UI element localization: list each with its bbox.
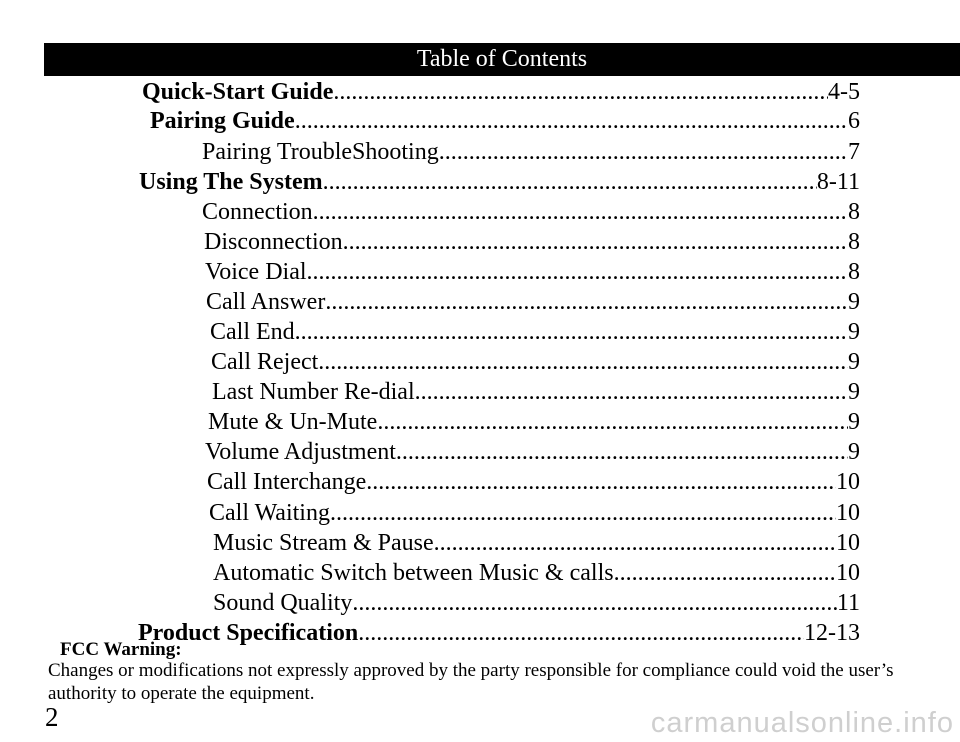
toc-leader-dots [343, 227, 848, 257]
toc-entry-title: Music Stream & Pause [213, 530, 434, 556]
toc-entry-title: Automatic Switch between Music & calls [213, 560, 614, 586]
toc-entry-page: 11 [836, 590, 860, 616]
toc-entry-title: Pairing Guide [150, 108, 295, 134]
toc-header-bar [44, 43, 960, 76]
toc-leader-dots [352, 588, 837, 618]
toc-leader-dots [295, 106, 848, 136]
toc-entry-title: Call Waiting [209, 500, 330, 526]
toc-entry-title: Product Specification [138, 620, 359, 646]
toc-entry [206, 287, 860, 317]
toc-entry-title: Call Answer [206, 289, 326, 315]
toc-entry-page: 6 [848, 108, 860, 134]
toc-entry-title: Mute & Un-Mute [208, 409, 378, 435]
toc-leader-dots [295, 317, 848, 347]
toc-entry [213, 588, 860, 618]
toc-leader-dots [377, 407, 848, 437]
toc-leader-dots [313, 197, 848, 227]
toc-entry [142, 77, 860, 107]
toc-entry-page: 9 [848, 439, 860, 465]
toc-entry-page: 4-5 [828, 79, 860, 105]
toc-leader-dots [325, 287, 848, 317]
toc-entry [150, 106, 860, 136]
toc-leader-dots [366, 467, 836, 497]
toc-entry-page: 9 [848, 409, 860, 435]
fcc-warning-text: Changes or modifications not expressly approved by the party responsible for compliance could void the user’s authority to operate the equipment. [48, 660, 894, 704]
toc-entry-page: 8 [848, 229, 860, 255]
toc-entry [209, 498, 860, 528]
toc-entry-title: Call End [210, 319, 295, 345]
toc-entry-page: 7 [848, 139, 860, 165]
watermark-text: carmanualsonline.info [650, 707, 954, 739]
page-number: 2 [45, 702, 59, 732]
toc-entry-page: 9 [848, 319, 860, 345]
toc-entry [202, 137, 860, 167]
toc-leader-dots [333, 77, 828, 107]
toc-entry-page: 9 [848, 289, 860, 315]
toc-leader-dots [396, 437, 848, 467]
toc-entry [202, 197, 860, 227]
toc-leader-dots [439, 137, 848, 167]
toc-entry [210, 317, 860, 347]
toc-header-title: Table of Contents [416, 46, 588, 72]
toc-entry-page: 10 [836, 560, 860, 586]
toc-leader-dots [358, 618, 804, 648]
toc-entry-page: 8-11 [816, 169, 860, 195]
toc-entry-title: Volume Adjustment [205, 439, 396, 465]
toc-entry-title: Quick-Start Guide [142, 79, 334, 105]
toc-entry-title: Connection [202, 199, 313, 225]
toc-leader-dots [434, 528, 836, 558]
toc-entry-title: Call Interchange [207, 469, 367, 495]
toc-entry-page: 9 [848, 379, 860, 405]
toc-entry [211, 347, 860, 377]
toc-entry [213, 558, 860, 588]
toc-leader-dots [323, 167, 817, 197]
toc-leader-dots [330, 498, 836, 528]
toc-entry-page: 9 [848, 349, 860, 375]
toc-entry-page: 10 [836, 469, 860, 495]
toc-entry [208, 407, 860, 437]
toc-leader-dots [307, 257, 848, 287]
toc-entry-title: Voice Dial [205, 259, 307, 285]
toc-entry-page: 8 [848, 259, 860, 285]
toc-entry [205, 257, 860, 287]
toc-entry [138, 618, 860, 648]
toc-entry [205, 437, 860, 467]
toc-entry-title: Using The System [139, 169, 323, 195]
toc-entry [213, 528, 860, 558]
toc-leader-dots [614, 558, 836, 588]
toc-entry-page: 10 [836, 530, 860, 556]
toc-entry [204, 227, 860, 257]
toc-entry [212, 377, 860, 407]
toc-entry [207, 467, 860, 497]
toc-entry-title: Disconnection [204, 229, 343, 255]
toc-entry [139, 167, 860, 197]
toc-entry-title: Sound Quality [213, 590, 353, 616]
toc-entry-title: Last Number Re-dial [212, 379, 415, 405]
fcc-warning-title: FCC Warning: [60, 639, 182, 660]
toc-entry-title: Call Reject [211, 349, 319, 375]
toc-entry-page: 10 [836, 500, 860, 526]
toc-leader-dots [415, 377, 848, 407]
toc-entry-page: 8 [848, 199, 860, 225]
toc-leader-dots [318, 347, 848, 377]
toc-entry-title: Pairing TroubleShooting [202, 139, 439, 165]
toc-entry-page: 12-13 [804, 620, 860, 646]
